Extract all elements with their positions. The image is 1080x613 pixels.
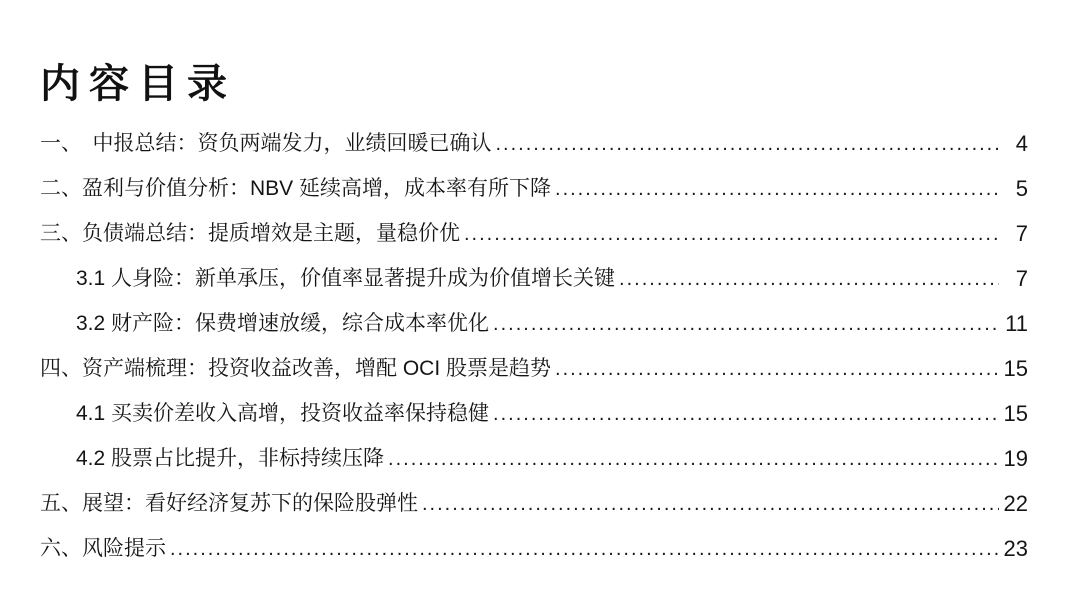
toc-page-number: 23	[1003, 536, 1028, 561]
toc-page-number: 7	[1015, 266, 1028, 291]
toc-leader-dots	[493, 391, 999, 437]
toc-leader-dots	[555, 346, 999, 392]
toc-entry-6[interactable]	[40, 526, 1028, 571]
toc-leader-dots	[170, 526, 999, 572]
toc-page-number: 19	[1003, 446, 1028, 471]
toc-entry-text: 3.1 人身险：新单承压，价值率显著提升成为价值增长关键	[76, 267, 616, 290]
toc-entry-3-1[interactable]	[40, 256, 1028, 301]
toc-entry-4-2[interactable]	[40, 436, 1028, 481]
toc-entry-text: 五、展望：看好经济复苏下的保险股弹性	[40, 492, 418, 515]
toc-leader-dots	[388, 436, 999, 482]
toc-leader-dots	[464, 211, 999, 257]
toc-entry-text: 六、风险提示	[40, 537, 166, 560]
toc-page-number: 11	[1005, 311, 1028, 336]
toc-entry-text: 四、资产端梳理：投资收益改善，增配 OCI 股票是趋势	[40, 357, 552, 380]
toc-entry-3-2[interactable]	[40, 301, 1028, 346]
page-title: 内容目录	[40, 61, 236, 106]
toc-entry-1[interactable]	[40, 121, 1028, 166]
toc-page-number: 22	[1003, 491, 1028, 516]
toc-entry-text: 4.2 股票占比提升，非标持续压降	[76, 447, 385, 470]
table-of-contents	[40, 121, 1028, 571]
toc-page-number: 15	[1003, 356, 1028, 381]
toc-entry-text: 三、负债端总结：提质增效是主题，量稳价优	[40, 222, 460, 245]
toc-entry-2[interactable]	[40, 166, 1028, 211]
toc-entry-5[interactable]	[40, 481, 1028, 526]
toc-page-number: 5	[1015, 176, 1028, 201]
toc-entry-4-1[interactable]	[40, 391, 1028, 436]
toc-leader-dots	[619, 256, 999, 302]
toc-entry-text: 一、 中报总结：资负两端发力，业绩回暖已确认	[40, 132, 492, 155]
toc-entry-text: 3.2 财产险：保费增速放缓，综合成本率优化	[76, 312, 490, 335]
toc-page-number: 15	[1003, 401, 1028, 426]
toc-leader-dots	[422, 481, 999, 527]
toc-leader-dots	[493, 301, 999, 347]
toc-page-number: 7	[1015, 221, 1028, 246]
toc-leader-dots	[555, 166, 999, 212]
toc-page-number: 4	[1015, 131, 1028, 156]
toc-entry-4[interactable]	[40, 346, 1028, 391]
toc-entry-3[interactable]	[40, 211, 1028, 256]
toc-leader-dots	[496, 121, 1000, 167]
toc-entry-text: 二、盈利与价值分析：NBV 延续高增，成本率有所下降	[40, 177, 552, 200]
toc-entry-text: 4.1 买卖价差收入高增，投资收益率保持稳健	[76, 402, 490, 425]
